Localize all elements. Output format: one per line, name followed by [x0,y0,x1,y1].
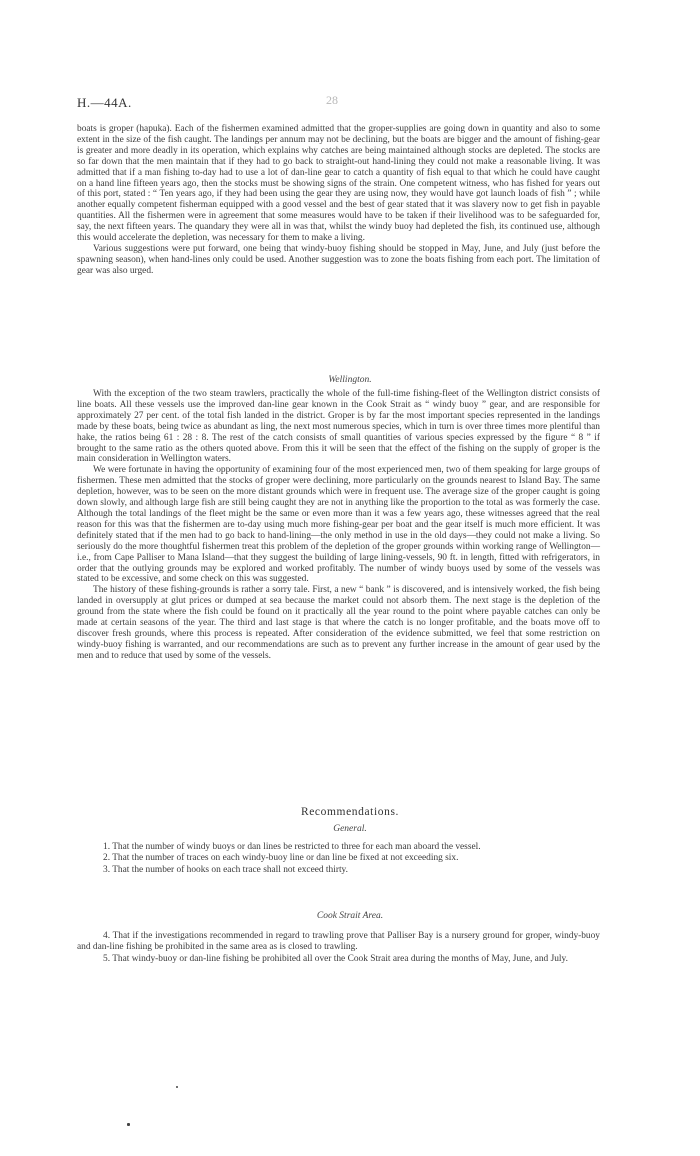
document-code: H.—44A. [77,95,132,110]
recommendation-item: 5. That windy-buoy or dan-line fishing be prohibited all over the Cook Strait area during the months of May, June, and July. [103,953,568,964]
recommendation-item: 4. That if the investigations recommended in regard to trawling prove that Palliser Bay is a nursery ground for groper, windy-buoy and dan-line fishing be prohibited in the same area as is closed to trawling. [77,931,600,953]
paragraph: We were fortunate in having the opportunity of examining four of the most experienced men, two of them speaking for large groups of fishermen. These men admitted that the stocks of groper were declining, more particularly on the grounds nearest to Island Bay. The same depletion, however, was to be seen on the more distant grounds which were in frequent use. The average size of the groper caught is going down slowly, and although large fish are still being caught they are not in anything like the proportion to the total as was formerly the case. Although the total landings of the fleet might be the same or even more than it was a few years ago, these witnesses agreed that the real reason for this was that the fishermen are to-day using much more fishing-gear per boat and the gear itself is much more efficient. It was definitely stated that if the men had to go back to hand-lining—the only method in use in the old days—they could not make a living. So seriously do the more thoughtful fishermen treat this problem of the depletion of the groper grounds within working range of Wellington—i.e., from Cape Palliser to Mana Island—that they suggest the building of large lining-vessels, 90 ft. in length, fitted with refrigerators, in order that the outlying grounds may be explored and worked profitably. The number of windy buoys used by some of the vessels was stated to be excessive, and some check on this was suggested. [77,465,600,585]
cook-strait-recommendations-list [77,931,600,965]
recommendation-item: 1. That the number of windy buoys or dan lines be restricted to three for each man aboard the vessel. [103,842,481,852]
paragraph: The history of these fishing-grounds is rather a sorry tale. First, a new “ bank ” is discovered, and is intensively worked, the fish being landed in oversupply at glut prices or dumped at sea because the market could not absorb them. The next stage is the depletion of the ground from the state where the fish could be found on it practically all the year round to the point where payable catches can only be made at certain seasons of the year. The third and last stage is that where the catch is no longer profitable, and the boats move off to discover fresh grounds, where this process is repeated. After consideration of the evidence submitted, we feel that some restriction on windy-buoy fishing is warranted, and our recommendations are such as to prevent any further increase in the amount of gear used by the men and to reduce that used by some of the vessels. [77,585,600,661]
recommendations-heading: Recommendations. [300,806,400,818]
wellington-text-block [77,389,600,662]
general-recommendations-list [77,842,600,876]
page-number: 28 [326,93,338,107]
recommendation-item: 2. That the number of traces on each windy-buoy line or dan line be fixed at not exceeding six. [103,853,459,864]
section-heading-wellington: Wellington. [328,375,372,385]
paragraph: boats is groper (hapuka). Each of the fishermen examined admitted that the groper-supplies are going down in quantity and also to some extent in the size of the fish caught. The landings per annum may not be declining, but the boats are bigger and the amount of fishing-gear is greater and more deadly in its operation, which explains why catches are being maintained although stocks are depleted. The stocks are so far down that the men maintain that if they had to go back to straight-out hand-lining they could not make a reasonable living. It was admitted that if a man fishing to-day had to use a lot of dan-line gear to catch a quantity of fish equal to that which he could have caught on a hand line fifteen years ago, then the stocks must be showing signs of the strain. One competent witness, who has fished for years out of this port, stated : “ Ten years ago, if they had been using the gear they are using now, they would have got launch loads of fish ” ; while another equally competent fisherman equipped with a good vessel and the best of gear stated that it was slavery now to get fish in payable quantities. All the fishermen were in agreement that some measures would have to be taken if their livelihood was to be safeguarded for, say, the next fifteen years. The quandary they were all in was that, whilst the windy buoy had depleted the fish, its continued use, although this would accelerate the depletion, was necessary for them to make a living. [77,124,600,244]
recommendation-item: 3. That the number of hooks on each trace shall not exceed thirty. [103,864,348,875]
intro-text-block [77,124,600,277]
ink-speck [176,1086,178,1088]
paragraph: With the exception of the two steam trawlers, practically the whole of the full-time fishing-fleet of the Wellington district consists of line boats. All these vessels use the improved dan-line gear known in the Cook Strait as “ windy buoy ” gear, and are responsible for approximately 27 per cent. of the total fish landed in the district. Groper is by far the most important species represented in the landings made by these boats, being twice as abundant as ling, the next most numerous species, which in turn is over three times more plentiful than hake, the ratios being 61 : 28 : 8. The rest of the catch consists of small quantities of various species expressed by the figure “ 8 ” if brought to the same ratio as the others quoted above. From this it will be seen that the effect of the fishing on the supply of groper is the main consideration in Wellington waters. [77,389,600,465]
subheading-cook-strait: Cook Strait Area. [316,911,384,921]
paragraph: Various suggestions were put forward, one being that windy-buoy fishing should be stopped in May, June, and July (just before the spawning season), when hand-lines only could be used. Another suggestion was to zone the boats fishing from each port. The limitation of gear was also urged. [77,243,600,276]
ink-speck [127,1123,130,1126]
subheading-general: General. [333,824,367,834]
